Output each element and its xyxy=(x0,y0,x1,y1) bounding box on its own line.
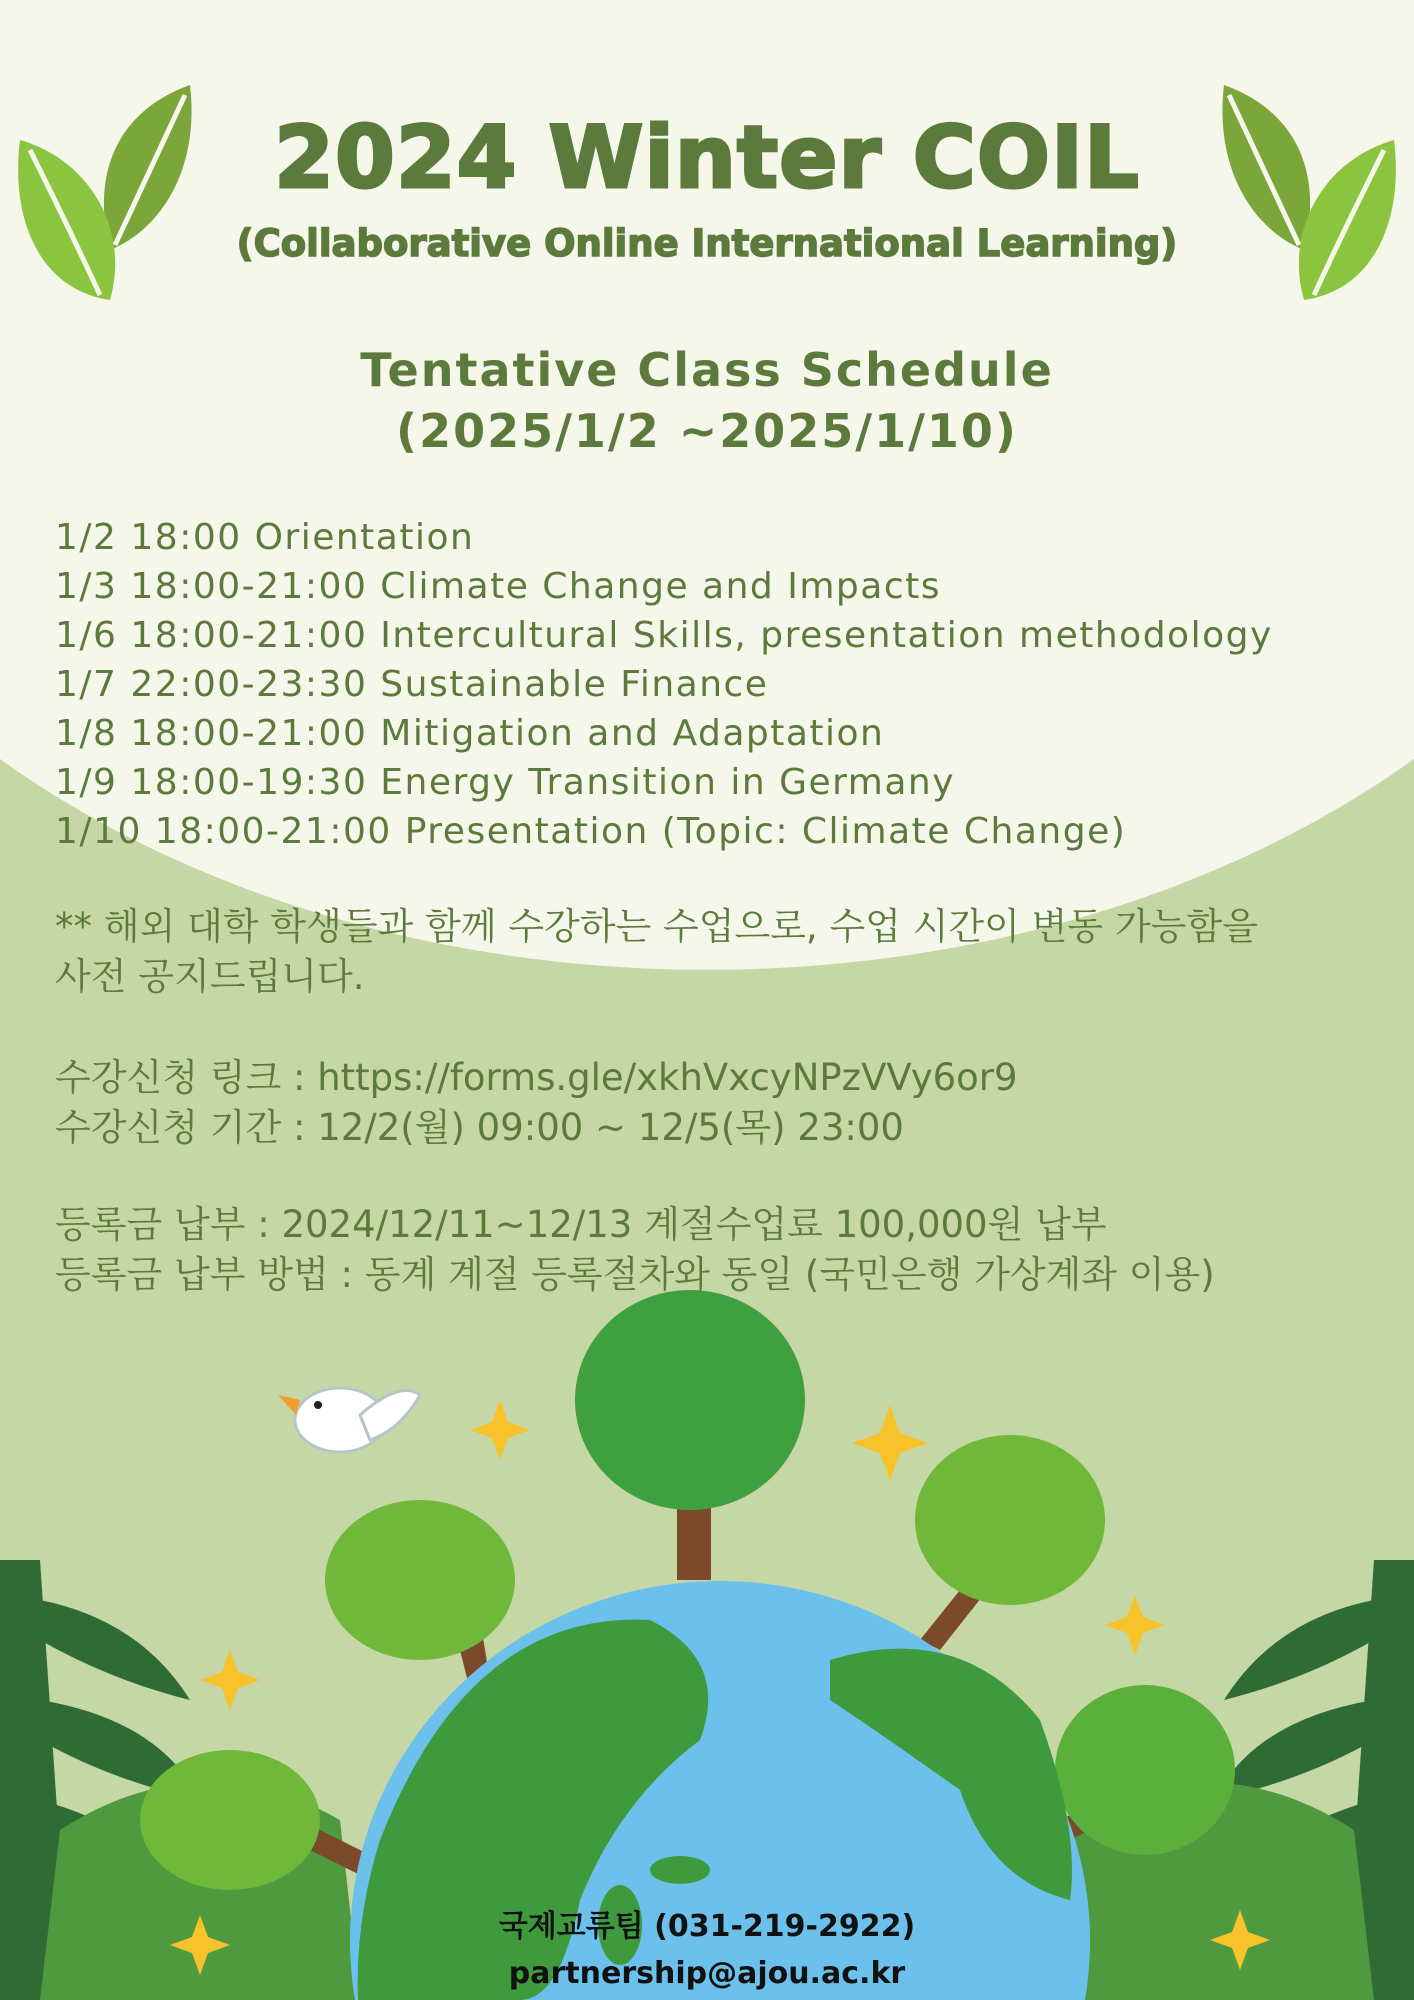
notice-line1: ** 해외 대학 학생들과 함께 수강하는 수업으로, 수업 시간이 변동 가능함을 xyxy=(55,905,1258,948)
payment-info xyxy=(55,1200,1215,1300)
poster-title: 2024 Winter COIL xyxy=(274,108,1140,208)
schedule-list xyxy=(55,513,1273,856)
registration-period: 수강신청 기간 : 12/2(월) 09:00 ~ 12/5(목) 23:00 xyxy=(55,1106,904,1149)
registration-info xyxy=(55,1053,1018,1153)
payment-fee: 등록금 납부 : 2024/12/11~12/13 계절수업료 100,000원 납부 xyxy=(55,1203,1107,1246)
schedule-item: 1/9 18:00-19:30 Energy Transition in Germany xyxy=(55,762,956,803)
schedule-heading-line2: (2025/1/2 ~2025/1/10) xyxy=(396,404,1018,458)
payment-method: 등록금 납부 방법 : 동계 계절 등록절차와 동일 (국민은행 가상계좌 이용) xyxy=(55,1253,1215,1296)
schedule-item: 1/7 22:00-23:30 Sustainable Finance xyxy=(55,664,769,705)
contact-info xyxy=(0,1903,1414,1997)
schedule-item: 1/6 18:00-21:00 Intercultural Skills, presentation methodology xyxy=(55,615,1273,656)
poster-subtitle: (Collaborative Online International Learning) xyxy=(236,222,1178,265)
schedule-item: 1/8 18:00-21:00 Mitigation and Adaptation xyxy=(55,713,885,754)
schedule-item: 1/2 18:00 Orientation xyxy=(55,517,475,558)
notice-line2: 사전 공지드립니다. xyxy=(55,955,365,998)
registration-link[interactable]: 수강신청 링크 : https://forms.gle/xkhVxcyNPzVVy6or9 xyxy=(55,1056,1018,1099)
schedule-heading xyxy=(0,340,1414,462)
contact-team: 국제교류팀 (031-219-2922) xyxy=(498,1909,916,1944)
notice xyxy=(55,902,1258,1002)
schedule-heading-line1: Tentative Class Schedule xyxy=(360,343,1054,397)
schedule-item: 1/10 18:00-21:00 Presentation (Topic: Climate Change) xyxy=(55,811,1127,852)
contact-email[interactable]: partnership@ajou.ac.kr xyxy=(508,1956,906,1991)
schedule-item: 1/3 18:00-21:00 Climate Change and Impacts xyxy=(55,566,941,607)
tree-icon-far-right xyxy=(1055,1685,1235,1855)
